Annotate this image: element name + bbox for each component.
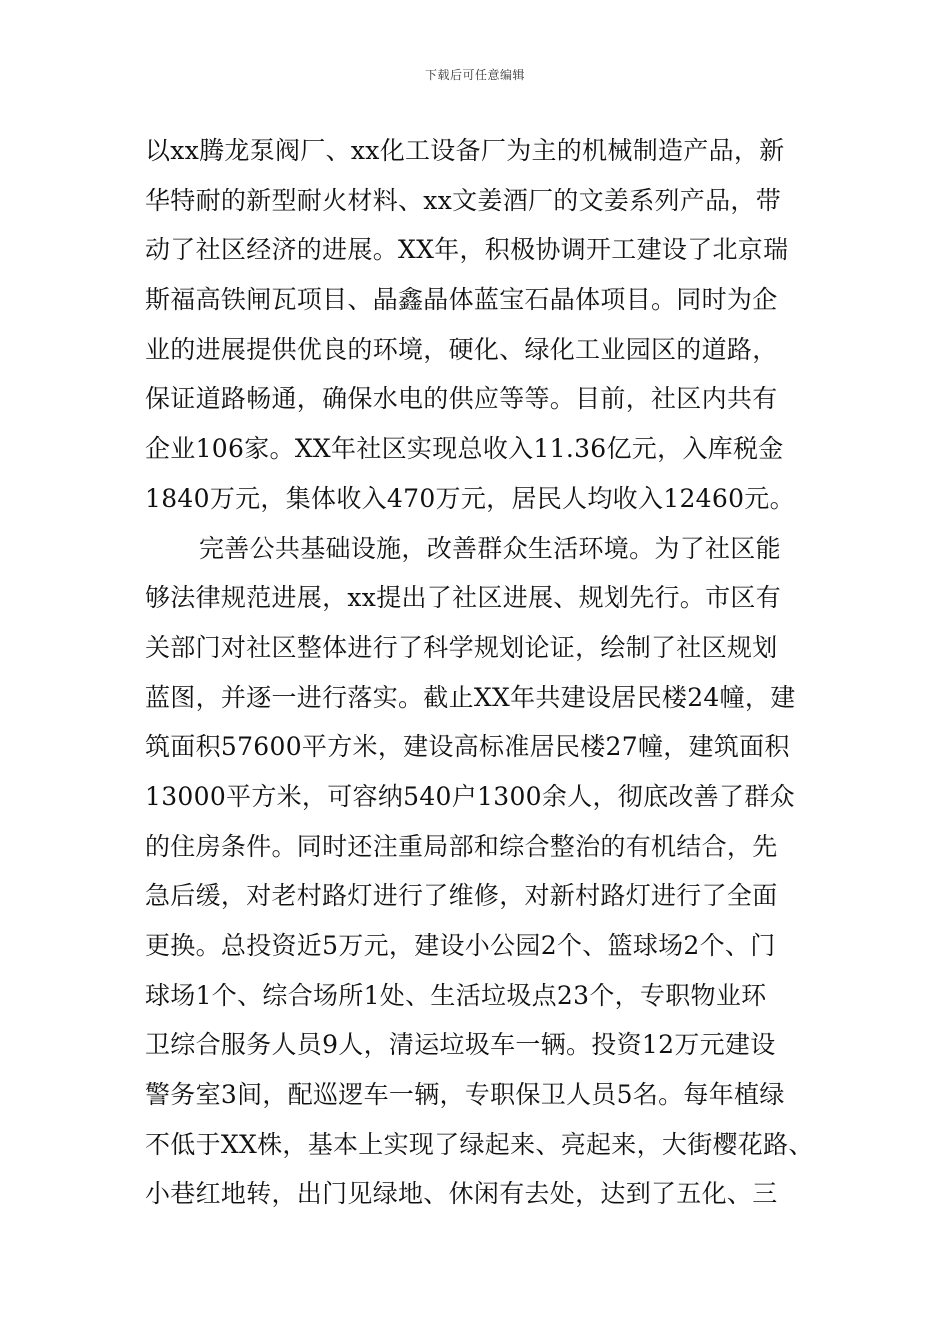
text-line: 以xx腾龙泵阀厂、xx化工设备厂为主的机械制造产品，新 <box>145 136 785 165</box>
text-line: 的住房条件。同时还注重局部和综合整治的有机结合，先 <box>145 831 778 861</box>
text-line: 卫综合服务人员9人，清运垃圾车一辆。投资12万元建设 <box>145 1030 776 1060</box>
text-line: 华特耐的新型耐火材料、xx文姜酒厂的文姜系列产品，带 <box>145 185 782 215</box>
text-line: 急后缓，对老村路灯进行了维修，对新村路灯进行了全面 <box>145 881 778 911</box>
text-line: 警务室3间，配巡逻车一辆，专职保卫人员5名。每年植绿 <box>145 1080 785 1110</box>
page-header: 下载后可任意编辑 <box>424 68 525 82</box>
text-line: 小巷红地转，出门见绿地、休闲有去处，达到了五化、三 <box>145 1179 778 1209</box>
text-line: 关部门对社区整体进行了科学规划论证，绘制了社区规划 <box>145 632 778 662</box>
paragraph-economy <box>145 126 835 524</box>
text-line: 业的进展提供优良的环境，硬化、绿化工业园区的道路， <box>145 334 778 364</box>
text-line: 不低于XX株，基本上实现了绿起来、亮起来，大街樱花路、 <box>145 1129 814 1159</box>
text-line: 保证道路畅通，确保水电的供应等等。目前，社区内共有 <box>145 384 778 414</box>
text-line: 够法律规范进展，xx提出了社区进展、规划先行。市区有 <box>145 583 782 613</box>
text-line: 斯福高铁闸瓦项目、晶鑫晶体蓝宝石晶体项目。同时为企 <box>145 285 778 315</box>
text-line: 蓝图，并逐一进行落实。截止XX年共建设居民楼24幢，建 <box>145 682 796 712</box>
text-line: 筑面积57600平方米，建设高标准居民楼27幢，建筑面积 <box>145 732 790 762</box>
text-line: 1840万元，集体收入470万元，居民人均收入12460元。 <box>145 483 795 513</box>
text-line: 更换。总投资近5万元，建设小公园2个、篮球场2个、门 <box>145 931 776 960</box>
document-body <box>145 126 835 1219</box>
text-line: 动了社区经济的进展。XX年，积极协调开工建设了北京瑞 <box>145 235 789 265</box>
text-line: 13000平方米，可容纳540户1300余人，彻底改善了群众 <box>145 781 795 811</box>
text-line: 企业106家。XX年社区实现总收入11.36亿元，入库税金 <box>145 434 784 464</box>
paragraph-infrastructure <box>145 524 835 1220</box>
text-line: 球场1个、综合场所1处、生活垃圾点23个，专职物业环 <box>145 980 767 1010</box>
text-line-indented: 完善公共基础设施，改善群众生活环境。为了社区能 <box>199 533 781 563</box>
